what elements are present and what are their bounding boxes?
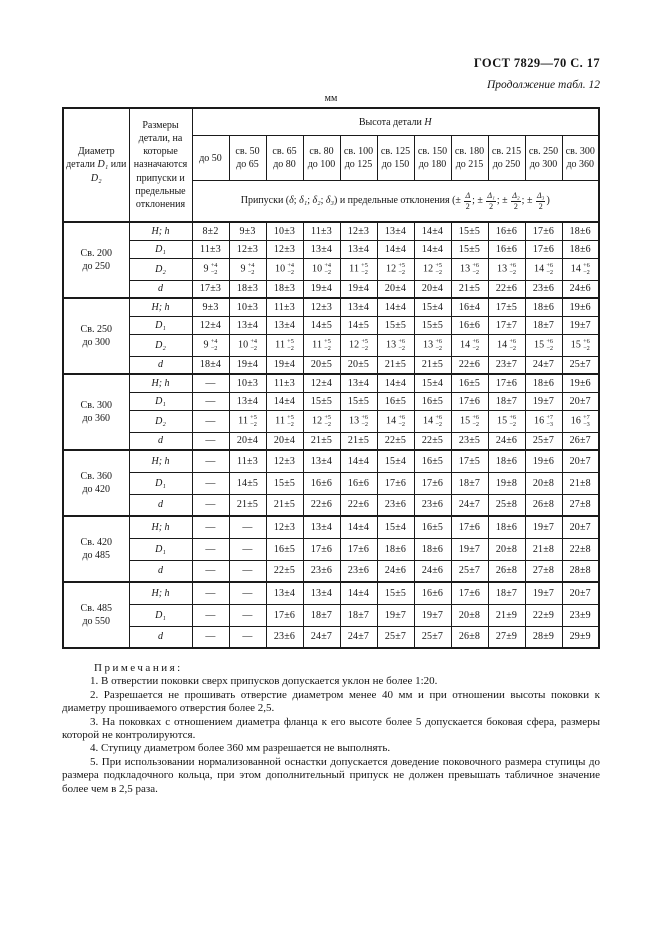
value-cell: — [192, 494, 229, 516]
value-cell: 14±4 [266, 392, 303, 410]
value-cell: 16±5 [377, 392, 414, 410]
value-cell: 24±7 [451, 494, 488, 516]
value-cell: 24±7 [303, 626, 340, 648]
value-cell: 16±6 [414, 582, 451, 604]
value-cell: 14±4 [340, 516, 377, 538]
note-item: 1. В отверстии поковки сверх припусков допускается уклон не более 1:20. [90, 675, 438, 688]
value-cell: 19±7 [525, 392, 562, 410]
value-cell: 24±7 [525, 356, 562, 374]
value-cell: 9±3 [229, 222, 266, 240]
value-cell: 21±8 [562, 472, 599, 494]
value-cell: 24±6 [377, 560, 414, 582]
value-cell: — [192, 604, 229, 626]
value-cell: 15±5 [377, 582, 414, 604]
value-cell: 19±4 [303, 280, 340, 298]
notes-list [62, 675, 600, 796]
value-cell: 13 +6 −2 [488, 258, 525, 280]
value-cell: 18±6 [525, 298, 562, 316]
diameter-range: Св. 250 до 300 [63, 298, 129, 374]
value-cell: — [229, 626, 266, 648]
value-cell: 11±3 [303, 222, 340, 240]
value-cell: 17±6 [488, 374, 525, 392]
value-cell: 20±8 [451, 604, 488, 626]
value-cell: 13±4 [303, 516, 340, 538]
value-cell: 20±4 [377, 280, 414, 298]
value-cell: 16±6 [451, 316, 488, 334]
value-cell: 14±4 [377, 298, 414, 316]
value-cell: 19±4 [266, 356, 303, 374]
value-cell: 18±7 [340, 604, 377, 626]
value-cell: 12 +5 −2 [303, 410, 340, 432]
value-cell: 13±4 [303, 450, 340, 472]
value-cell: 18±6 [414, 538, 451, 560]
value-cell: 16±5 [414, 450, 451, 472]
row-label: H; h [129, 298, 192, 316]
col-header-height: Высота детали H [192, 108, 599, 136]
value-cell: 18±6 [562, 240, 599, 258]
value-cell: 13±4 [377, 222, 414, 240]
value-cell: 12 +5 −2 [340, 334, 377, 356]
value-cell: 11±3 [266, 374, 303, 392]
value-cell: 14 +6 −2 [525, 258, 562, 280]
row-label: d [129, 432, 192, 450]
diameter-range: Св. 300 до 360 [63, 374, 129, 450]
value-cell: 12±3 [266, 240, 303, 258]
value-cell: 15 +6 −2 [562, 334, 599, 356]
value-cell: 19±7 [451, 538, 488, 560]
value-cell: 15±5 [377, 316, 414, 334]
value-cell: 14 +6 −2 [451, 334, 488, 356]
value-cell: — [192, 582, 229, 604]
value-cell: 26±8 [525, 494, 562, 516]
value-cell: 14±5 [340, 316, 377, 334]
value-cell: 15±4 [414, 374, 451, 392]
value-cell: 13±4 [303, 240, 340, 258]
value-cell: 14±4 [340, 450, 377, 472]
value-cell: 13 +6 −2 [451, 258, 488, 280]
value-cell: 20±5 [303, 356, 340, 374]
value-cell: 17±3 [192, 280, 229, 298]
value-cell: 29±9 [562, 626, 599, 648]
value-cell: 13±4 [340, 240, 377, 258]
value-cell: 10 +4 −2 [229, 334, 266, 356]
value-cell: 14±4 [414, 240, 451, 258]
value-cell: 21±5 [451, 280, 488, 298]
value-cell: 8±2 [192, 222, 229, 240]
value-cell: 20±7 [562, 392, 599, 410]
value-cell: 12 +5 −2 [377, 258, 414, 280]
value-cell: 15±5 [451, 222, 488, 240]
value-cell: 27±8 [562, 494, 599, 516]
value-cell: 16±5 [451, 374, 488, 392]
value-cell: 17±6 [414, 472, 451, 494]
value-cell: 19±7 [414, 604, 451, 626]
value-cell: — [192, 516, 229, 538]
value-cell: 19±8 [488, 472, 525, 494]
value-cell: 15 +6 −2 [451, 410, 488, 432]
value-cell: 12±4 [303, 374, 340, 392]
value-cell: 14±5 [303, 316, 340, 334]
value-cell: 28±9 [525, 626, 562, 648]
allowances-table [62, 107, 600, 649]
value-cell: 21±5 [377, 356, 414, 374]
height-range-header: св. 300 до 360 [562, 136, 599, 181]
value-cell: 17±6 [266, 604, 303, 626]
value-cell: 17±6 [451, 582, 488, 604]
value-cell: — [229, 582, 266, 604]
value-cell: 27±9 [488, 626, 525, 648]
value-cell: — [229, 516, 266, 538]
value-cell: 18±6 [562, 222, 599, 240]
value-cell: 24±7 [340, 626, 377, 648]
height-range-header: св. 125 до 150 [377, 136, 414, 181]
value-cell: 14±4 [340, 582, 377, 604]
table-continuation-label: Продолжение табл. 12 [487, 79, 600, 91]
diameter-range: Св. 485 до 550 [63, 582, 129, 648]
value-cell: 27±8 [525, 560, 562, 582]
value-cell: 12±3 [303, 298, 340, 316]
value-cell: 23±6 [377, 494, 414, 516]
value-cell: — [192, 410, 229, 432]
value-cell: 14±5 [229, 472, 266, 494]
value-cell: 11 +5 −2 [340, 258, 377, 280]
value-cell: 15±5 [266, 472, 303, 494]
value-cell: 12±3 [266, 516, 303, 538]
value-cell: 23±6 [340, 560, 377, 582]
row-label: d [129, 560, 192, 582]
value-cell: 12±3 [340, 222, 377, 240]
value-cell: 9 +4 −2 [192, 334, 229, 356]
row-label: d [129, 280, 192, 298]
value-cell: 20±7 [562, 450, 599, 472]
value-cell: 25±7 [414, 626, 451, 648]
value-cell: 19±4 [340, 280, 377, 298]
row-label: D₂ [129, 334, 192, 356]
value-cell: 18±7 [488, 582, 525, 604]
value-cell: 10 +4 −2 [303, 258, 340, 280]
value-cell: 24±6 [562, 280, 599, 298]
value-cell: 24±6 [488, 432, 525, 450]
value-cell: 23±6 [303, 560, 340, 582]
value-cell: 14±4 [377, 374, 414, 392]
value-cell: 14±4 [414, 222, 451, 240]
value-cell: — [229, 560, 266, 582]
value-cell: 18±7 [451, 472, 488, 494]
value-cell: 11±3 [266, 298, 303, 316]
value-cell: 16±6 [340, 472, 377, 494]
value-cell: 20±8 [488, 538, 525, 560]
row-label: H; h [129, 516, 192, 538]
value-cell: 20±7 [562, 516, 599, 538]
value-cell: 25±7 [562, 356, 599, 374]
value-cell: 13±4 [266, 582, 303, 604]
value-cell: 15±5 [451, 240, 488, 258]
value-cell: 13 +6 −2 [340, 410, 377, 432]
value-cell: 11 +5 −2 [303, 334, 340, 356]
value-cell: 25±7 [525, 432, 562, 450]
value-cell: 18±3 [229, 280, 266, 298]
value-cell: 21±8 [525, 538, 562, 560]
value-cell: 16±5 [414, 392, 451, 410]
value-cell: — [192, 560, 229, 582]
value-cell: 16±6 [488, 222, 525, 240]
value-cell: 26±7 [562, 432, 599, 450]
value-cell: 13±4 [340, 298, 377, 316]
value-cell: 15±5 [414, 316, 451, 334]
allowances-table-body [63, 108, 599, 648]
value-cell: 17±5 [451, 450, 488, 472]
value-cell: — [192, 392, 229, 410]
value-cell: — [192, 538, 229, 560]
value-cell: 17±6 [377, 472, 414, 494]
value-cell: 12±3 [229, 240, 266, 258]
height-range-header: св. 180 до 215 [451, 136, 488, 181]
col-header-diameter: Диаметр детали D₁ или D₂ [63, 108, 129, 222]
value-cell: 23±6 [525, 280, 562, 298]
value-cell: 17±7 [488, 316, 525, 334]
row-label: D₁ [129, 604, 192, 626]
value-cell: 11±3 [229, 450, 266, 472]
row-label: H; h [129, 374, 192, 392]
value-cell: 16±4 [451, 298, 488, 316]
height-range-header: св. 65 до 80 [266, 136, 303, 181]
value-cell: 9 +4 −2 [192, 258, 229, 280]
value-cell: 18±6 [377, 538, 414, 560]
doc-reference: ГОСТ 7829—70 С. 17 [473, 56, 600, 70]
value-cell: 18±4 [192, 356, 229, 374]
note-item: 4. Ступицу диаметром более 360 мм разрешается не выполнять. [90, 742, 391, 755]
value-cell: 15±4 [377, 450, 414, 472]
value-cell: 18±3 [266, 280, 303, 298]
value-cell: 9 +4 −2 [229, 258, 266, 280]
value-cell: 20±4 [229, 432, 266, 450]
height-range-header: св. 215 до 250 [488, 136, 525, 181]
value-cell: 23±5 [451, 432, 488, 450]
row-label: D₁ [129, 316, 192, 334]
value-cell: 13 +6 −2 [414, 334, 451, 356]
value-cell: 22±5 [414, 432, 451, 450]
value-cell: 14 +6 −2 [377, 410, 414, 432]
value-cell: 10±3 [266, 222, 303, 240]
value-cell: 28±8 [562, 560, 599, 582]
value-cell: 23±7 [488, 356, 525, 374]
value-cell: 16±5 [414, 516, 451, 538]
value-cell: 22±9 [525, 604, 562, 626]
value-cell: 14 +6 −2 [562, 258, 599, 280]
value-cell: 17±5 [488, 298, 525, 316]
value-cell: 10±3 [229, 298, 266, 316]
row-label: D₁ [129, 472, 192, 494]
value-cell: 13±4 [303, 582, 340, 604]
value-cell: 19±7 [377, 604, 414, 626]
value-cell: 13 +6 −2 [377, 334, 414, 356]
value-cell: 25±8 [488, 494, 525, 516]
value-cell: 22±8 [562, 538, 599, 560]
value-cell: 16±6 [303, 472, 340, 494]
value-cell: 19±6 [562, 298, 599, 316]
value-cell: — [192, 374, 229, 392]
value-cell: 19±7 [525, 582, 562, 604]
value-cell: 17±6 [303, 538, 340, 560]
value-cell: 23±6 [266, 626, 303, 648]
value-cell: 13±4 [340, 374, 377, 392]
row-label: H; h [129, 450, 192, 472]
diameter-range: Св. 360 до 420 [63, 450, 129, 516]
units-label: мм [324, 93, 338, 104]
row-label: d [129, 626, 192, 648]
value-cell: 15±4 [414, 298, 451, 316]
value-cell: 12±3 [266, 450, 303, 472]
row-label: D₂ [129, 410, 192, 432]
value-cell: 17±6 [340, 538, 377, 560]
value-cell: 13±4 [229, 392, 266, 410]
value-cell: — [229, 538, 266, 560]
value-cell: 19±7 [525, 516, 562, 538]
value-cell: 22±5 [377, 432, 414, 450]
height-range-header: св. 250 до 300 [525, 136, 562, 181]
row-label: d [129, 356, 192, 374]
height-range-header: св. 100 до 125 [340, 136, 377, 181]
value-cell: 16±5 [266, 538, 303, 560]
value-cell: 15 +6 −2 [488, 410, 525, 432]
value-cell: 25±7 [377, 626, 414, 648]
value-cell: 18±7 [488, 392, 525, 410]
height-range-header: св. 50 до 65 [229, 136, 266, 181]
value-cell: 25±7 [451, 560, 488, 582]
value-cell: 21±5 [266, 494, 303, 516]
value-cell: — [229, 604, 266, 626]
diameter-range: Св. 420 до 485 [63, 516, 129, 582]
value-cell: 19±6 [562, 374, 599, 392]
row-label: d [129, 494, 192, 516]
value-cell: 20±4 [414, 280, 451, 298]
row-label: H; h [129, 582, 192, 604]
value-cell: 12±4 [192, 316, 229, 334]
row-label: D₁ [129, 240, 192, 258]
value-cell: 18±6 [488, 516, 525, 538]
value-cell: — [192, 450, 229, 472]
value-cell: 11±3 [192, 240, 229, 258]
height-range-header: до 50 [192, 136, 229, 181]
value-cell: 10 +4 −2 [266, 258, 303, 280]
diameter-range: Св. 200 до 250 [63, 222, 129, 298]
col-header-sizes: Размеры детали, на которые назначаются припуски и предельные отклонения [129, 108, 192, 222]
value-cell: 17±6 [451, 516, 488, 538]
value-cell: 16 +7 −3 [525, 410, 562, 432]
value-cell: 15±4 [377, 516, 414, 538]
height-range-header: св. 80 до 100 [303, 136, 340, 181]
value-cell: 17±6 [451, 392, 488, 410]
note-item: 5. При использовании нормализованной оснастки допускается доведение поковочного размера ступицы до размера подкладочного кольца, при этом дополнительный припуск не должен превышать табличное значение более чем в 2,5 раза. [62, 755, 600, 795]
note-item: 3. На поковках с отношением диаметра фланца к его высоте более 5 допускается боковая сфера, размеры которой не контролируются. [62, 715, 600, 742]
value-cell: 26±8 [451, 626, 488, 648]
value-cell: 14 +6 −2 [488, 334, 525, 356]
value-cell: 19±4 [229, 356, 266, 374]
row-label: H; h [129, 222, 192, 240]
row-label: D₁ [129, 538, 192, 560]
value-cell: 26±8 [488, 560, 525, 582]
value-cell: 22±6 [451, 356, 488, 374]
value-cell: 19±7 [562, 316, 599, 334]
value-cell: 16 +7 −3 [562, 410, 599, 432]
value-cell: 22±6 [488, 280, 525, 298]
value-cell: 9±3 [192, 298, 229, 316]
row-label: D₁ [129, 392, 192, 410]
value-cell: 16±6 [488, 240, 525, 258]
value-cell: 18±6 [488, 450, 525, 472]
allowances-header: Припуски (δ; δ₁; δ₂; δ₃) и предельные отклонения (± $\frac{\Delta}{2}$ ; ± $\frac{\text{Δ₁}}{2}$ ; ± $\frac{\text{Δ₂}}{2}$ ; ± $\frac{\text{Δ₃}}{2}$ ) [192, 181, 599, 223]
value-cell: 21±5 [340, 432, 377, 450]
value-cell: 12 +5 −2 [414, 258, 451, 280]
value-cell: 20±5 [340, 356, 377, 374]
value-cell: 23±9 [562, 604, 599, 626]
value-cell: 20±4 [266, 432, 303, 450]
value-cell: 24±6 [414, 560, 451, 582]
value-cell: 11 +5 −2 [229, 410, 266, 432]
value-cell: 21±5 [414, 356, 451, 374]
height-range-header: св. 150 до 180 [414, 136, 451, 181]
value-cell: 20±7 [562, 582, 599, 604]
value-cell: 21±5 [229, 494, 266, 516]
value-cell: 17±6 [525, 222, 562, 240]
value-cell: 15±5 [303, 392, 340, 410]
value-cell: 21±5 [303, 432, 340, 450]
value-cell: 13±4 [229, 316, 266, 334]
value-cell: 17±6 [525, 240, 562, 258]
value-cell: 14±4 [377, 240, 414, 258]
value-cell: 21±9 [488, 604, 525, 626]
value-cell: 22±6 [303, 494, 340, 516]
value-cell: 22±5 [266, 560, 303, 582]
value-cell: 10±3 [229, 374, 266, 392]
value-cell: 18±6 [525, 374, 562, 392]
value-cell: 13±4 [266, 316, 303, 334]
value-cell: — [192, 432, 229, 450]
value-cell: 23±6 [414, 494, 451, 516]
value-cell: 14 +6 −2 [414, 410, 451, 432]
notes-title: Примечания: [94, 662, 183, 674]
value-cell: 22±6 [340, 494, 377, 516]
value-cell: 18±7 [303, 604, 340, 626]
value-cell: 20±8 [525, 472, 562, 494]
value-cell: 18±7 [525, 316, 562, 334]
notes-section [62, 662, 600, 796]
value-cell: 11 +5 −2 [266, 410, 303, 432]
note-item: 2. Разрешается не прошивать отверстие диаметром менее 40 мм и при отношении высоты поковки к диаметру прошиваемого отверстия более 2,5. [62, 688, 600, 715]
value-cell: 11 +5 −2 [266, 334, 303, 356]
value-cell: 19±6 [525, 450, 562, 472]
value-cell: 15±5 [340, 392, 377, 410]
value-cell: — [192, 626, 229, 648]
value-cell: — [192, 472, 229, 494]
row-label: D₂ [129, 258, 192, 280]
value-cell: 15 +6 −2 [525, 334, 562, 356]
